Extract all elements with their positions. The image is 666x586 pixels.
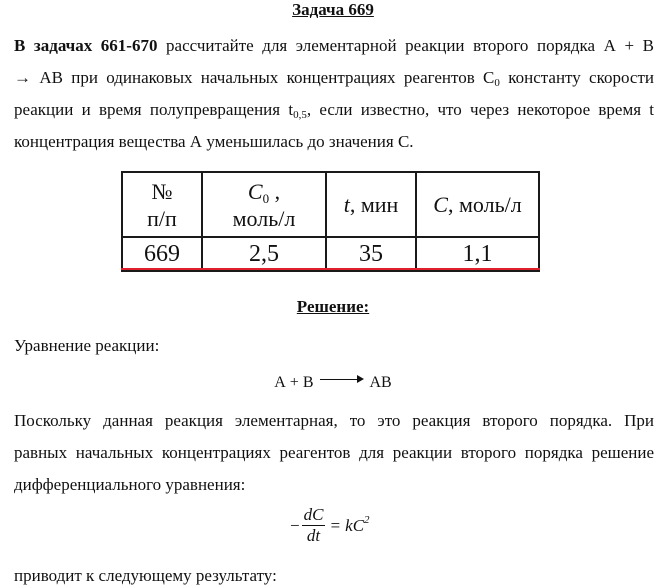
- cell-c0: 2,5: [202, 237, 326, 271]
- header-num: № п/п: [122, 172, 202, 237]
- header-c0: $C_0$ , моль/л: [202, 172, 326, 237]
- task-range: В задачах 661-670: [14, 36, 158, 55]
- arrow-icon: [320, 375, 364, 385]
- red-underline: [121, 268, 540, 270]
- cell-t: 35: [326, 237, 416, 271]
- equation-label: Уравнение реакции:: [14, 336, 160, 355]
- task-line-3: реакции и время полупревращения $t_{0,5}$, если известно, что через некоторое время t: [14, 100, 655, 121]
- reaction-equation: А + В АВ: [274, 374, 392, 391]
- task-statement: [14, 30, 654, 158]
- table-row: [122, 237, 539, 271]
- table-header-row: [122, 172, 539, 237]
- cell-num: 669: [122, 237, 202, 271]
- task-line-1: В задачах 661-670 рассчитайте для элементарной реакции второго порядка А + В: [14, 36, 654, 55]
- task-line-4: концентрация вещества А уменьшилась до значения С.: [14, 132, 414, 151]
- problem-title: Задача 669: [292, 0, 374, 19]
- solution-heading: Решение:: [296, 297, 370, 316]
- header-t: t, мин: [326, 172, 416, 237]
- header-c: C, моль/л: [416, 172, 539, 237]
- trailing-text: приводит к следующему результату:: [14, 566, 277, 585]
- task-line-2: → АВ при одинаковых начальных концентрациях реагентов $С_0$ константу скорости: [14, 68, 654, 89]
- explanation-paragraph: Поскольку данная реакция элементарная, то это реакция второго порядка. При равных начальных концентрациях реагентов для реакции второго порядка решение дифференциального уравнения:: [14, 411, 654, 494]
- data-table: [121, 171, 540, 272]
- cell-c: 1,1: [416, 237, 539, 271]
- rate-formula: − $\frac{dC}{dt}$ = $kC^2$: [290, 505, 370, 545]
